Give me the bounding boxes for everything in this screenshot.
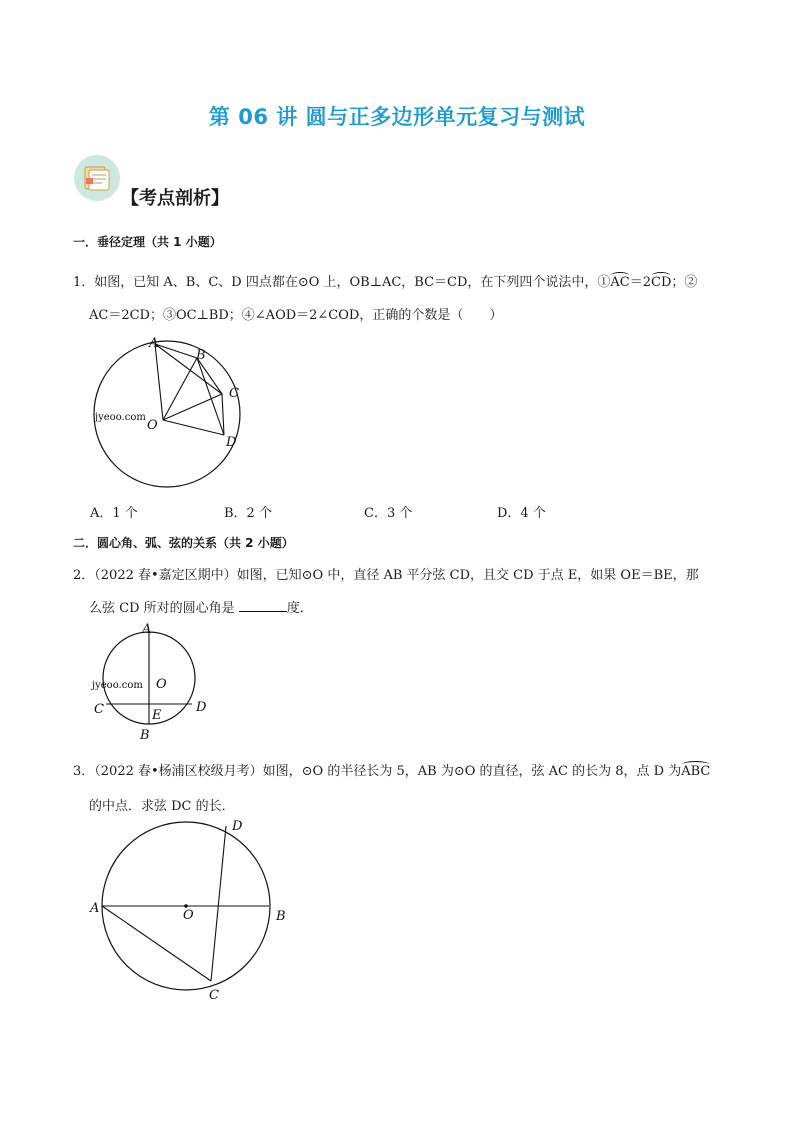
fig3-label-o: O <box>183 908 194 923</box>
fig1-label-d: D <box>226 435 237 450</box>
q3-text-a: 3．（2022 春•杨浦区校级月考）如图，⊙O 的半径长为 5，AB 为⊙O 的直径，弦 AC 的长为 8，点 D 为 <box>73 764 682 779</box>
fig2-label-o: O <box>156 677 167 692</box>
q2-text-a: 么弦 CD 所对的圆心角是 <box>89 601 235 616</box>
fig2-label-c: C <box>94 702 104 717</box>
figure-3-circle <box>86 815 296 1007</box>
page-title: 第 06 讲 圆与正多边形单元复习与测试 <box>208 105 586 129</box>
arc-abc: ABC <box>681 764 711 779</box>
choice-a: A．1 个 <box>90 506 138 521</box>
q1-text-a: 1．如图，已知 A、B、C、D 四点都在⊙O 上，OB⊥AC，BC＝CD，在下列四个说法中，① <box>73 275 611 290</box>
question-1-line-2: AC＝2CD；③OC⊥BD；④∠AOD＝2∠COD，正确的个数是（ ） <box>89 308 503 323</box>
topic-heading-1: 一．垂径定理（共 1 小题） <box>73 235 222 249</box>
choice-b: B．2 个 <box>224 506 272 521</box>
choice-c: C．3 个 <box>364 506 413 521</box>
fig1-label-c: C <box>229 386 239 401</box>
q1-text-mid: ＝2 <box>629 275 652 290</box>
figure-2-circle <box>90 620 215 744</box>
fig1-label-o: O <box>147 418 158 433</box>
q1-text-end: ；② <box>671 275 698 290</box>
section-heading: 【考点剖析】 <box>121 188 229 209</box>
fig3-label-d: D <box>232 819 243 834</box>
fig2-label-b: B <box>140 728 150 743</box>
arc-cd: CD <box>651 275 672 290</box>
question-1-line-1 <box>73 271 697 290</box>
fig1-label-a: A <box>149 336 159 351</box>
watermark-2: jyeoo.com <box>92 680 143 691</box>
fig3-label-b: B <box>276 909 286 924</box>
q2-text-b: 度． <box>286 601 313 616</box>
question-2-line-1: 2．（2022 春•嘉定区期中）如图，已知⊙O 中，直径 AB 平分弦 CD，且交 CD 于点 E，如果 OE＝BE，那 <box>73 568 699 583</box>
fig2-label-a: A <box>142 622 152 637</box>
notebook-icon <box>73 154 121 202</box>
fig2-label-e: E <box>152 708 162 723</box>
watermark-1: jyeoo.com <box>95 412 146 423</box>
answer-blank[interactable] <box>239 611 287 612</box>
figure-1-circle <box>85 332 260 492</box>
choice-d: D．4 个 <box>497 506 546 521</box>
arc-ac: AC <box>610 275 630 290</box>
question-3-line-1 <box>73 760 710 779</box>
fig3-label-a: A <box>90 901 100 916</box>
topic-heading-2: 二．圆心角、弧、弦的关系（共 2 小题） <box>73 536 294 550</box>
fig1-label-b: B <box>196 348 206 363</box>
fig3-label-c: C <box>209 988 219 1003</box>
fig2-label-d: D <box>196 700 207 715</box>
question-2-line-2 <box>89 597 313 616</box>
question-3-line-2: 的中点．求弦 DC 的长． <box>89 799 235 814</box>
